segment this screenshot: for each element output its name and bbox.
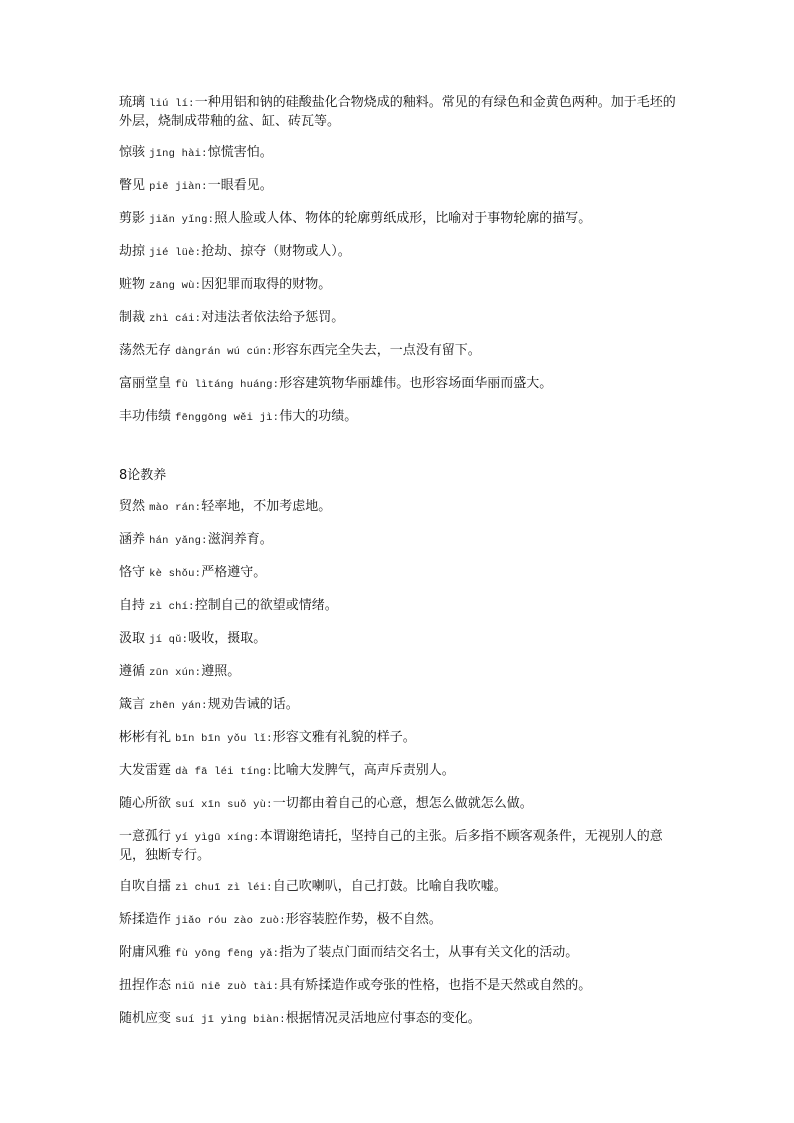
- vocabulary-entry: [119, 696, 679, 715]
- entry-word: 涵养: [119, 532, 146, 547]
- entry-separator: :: [194, 313, 202, 325]
- vocabulary-entry: [119, 144, 679, 163]
- vocabulary-entry: [119, 531, 679, 550]
- vocabulary-entry: [119, 630, 679, 649]
- vocabulary-entry: [119, 911, 679, 930]
- entry-pinyin: kè shǒu: [149, 568, 195, 580]
- entry-pinyin: jié lüè: [149, 247, 195, 259]
- entry-word: 一意孤行: [119, 829, 172, 844]
- entry-separator: :: [194, 568, 202, 580]
- entry-word: 贸然: [119, 499, 146, 514]
- entry-word: 扭捏作态: [119, 978, 172, 993]
- entry-definition: 本谓谢绝请托，坚持自己的主张。后多指不顾客观条件，无视别人的意见，独断专行。: [119, 829, 663, 863]
- entry-pinyin: jí qǔ: [149, 634, 182, 646]
- vocabulary-entry: [119, 564, 679, 583]
- entry-pinyin: niǔ niē zuò tài: [175, 981, 273, 993]
- entry-separator: :: [201, 181, 208, 193]
- entry-separator: :: [266, 346, 273, 358]
- entry-pinyin: bīn bīn yǒu lǐ: [175, 733, 267, 745]
- entry-separator: :: [279, 1014, 286, 1026]
- entry-pinyin: fēnggōng wěi jì: [175, 412, 273, 424]
- entry-pinyin: zāng wù: [149, 280, 195, 292]
- entry-separator: :: [272, 948, 280, 960]
- entry-definition: 惊慌害怕。: [207, 145, 273, 160]
- entry-separator: :: [194, 502, 202, 514]
- entry-separator: :: [279, 915, 286, 927]
- entry-word: 赃物: [119, 277, 146, 292]
- entry-definition: 自己吹喇叭，自己打鼓。比喻自我吹嘘。: [272, 879, 507, 894]
- entry-separator: :: [207, 214, 215, 226]
- entry-word: 剪影: [119, 211, 146, 226]
- vocabulary-entry: [119, 498, 679, 517]
- entry-definition: 吸收，摄取。: [188, 631, 267, 646]
- vocabulary-entry: [119, 342, 679, 361]
- vocabulary-entry: [119, 663, 679, 682]
- entry-word: 丰功伟绩: [119, 409, 172, 424]
- entry-definition: 遵照。: [201, 664, 241, 679]
- vocabulary-entry: [119, 795, 679, 814]
- vocabulary-entry: [119, 878, 679, 897]
- entry-separator: :: [194, 667, 202, 679]
- entry-word: 矫揉造作: [119, 912, 172, 927]
- entry-separator: :: [266, 766, 273, 778]
- entry-word: 随心所欲: [119, 796, 172, 811]
- vocabulary-entry: [119, 828, 679, 864]
- entry-definition: 形容文雅有礼貌的样子。: [272, 730, 416, 745]
- entry-separator: :: [201, 700, 208, 712]
- entry-pinyin: jiǎn yǐng: [149, 214, 208, 226]
- entry-definition: 抢劫、掠夺（财物或人）。: [201, 244, 351, 259]
- entry-separator: :: [266, 733, 273, 745]
- vocabulary-entry: [119, 762, 679, 781]
- entry-definition: 形容装腔作势，极不自然。: [285, 912, 442, 927]
- entry-separator: :: [181, 634, 189, 646]
- entry-word: 自吹自擂: [119, 879, 172, 894]
- entry-pinyin: zhēn yán: [149, 700, 202, 712]
- entry-separator: :: [188, 98, 195, 110]
- entry-word: 劫掠: [119, 244, 146, 259]
- entry-pinyin: mào rán: [149, 502, 195, 514]
- document-page: [119, 94, 679, 1043]
- entry-definition: 形容建筑物华丽雄伟。也形容场面华丽而盛大。: [279, 376, 553, 391]
- entry-pinyin: hán yǎng: [149, 535, 202, 547]
- entry-word: 制裁: [119, 310, 146, 325]
- entry-word: 恪守: [119, 565, 146, 580]
- entry-definition: 滋润养育。: [207, 532, 273, 547]
- vocabulary-entry: [119, 177, 679, 196]
- entry-pinyin: liú lí: [149, 98, 189, 110]
- entry-word: 大发雷霆: [119, 763, 172, 778]
- vocabulary-entry: [119, 977, 679, 996]
- entry-definition: 指为了装点门面而结交名士，从事有关文化的活动。: [279, 945, 579, 960]
- entry-pinyin: jiǎo róu zào zuò: [175, 915, 280, 927]
- entry-definition: 严格遵守。: [201, 565, 267, 580]
- entry-separator: :: [272, 981, 280, 993]
- entry-definition: 规劝告诫的话。: [207, 697, 299, 712]
- entry-definition: 一切都由着自己的心意，想怎么做就怎么做。: [272, 796, 533, 811]
- entry-word: 自持: [119, 598, 146, 613]
- section-spacer: [119, 441, 679, 467]
- entry-pinyin: fù lìtáng huáng: [175, 379, 273, 391]
- entry-pinyin: zì chuī zì léi: [175, 882, 267, 894]
- entry-separator: :: [266, 799, 273, 811]
- vocabulary-list: [119, 498, 679, 1029]
- entry-definition: 控制自己的欲望或情绪。: [194, 598, 338, 613]
- entry-definition: 一眼看见。: [207, 178, 273, 193]
- entry-pinyin: jīng hài: [149, 148, 202, 160]
- entry-pinyin: suí jī yìng biàn: [175, 1014, 280, 1026]
- entry-definition: 伟大的功绩。: [279, 409, 358, 424]
- entry-separator: :: [194, 280, 202, 292]
- vocabulary-entry: [119, 408, 679, 427]
- entry-word: 荡然无存: [119, 343, 172, 358]
- entry-separator: :: [272, 379, 280, 391]
- entry-separator: :: [188, 601, 195, 613]
- entry-definition: 照人脸或人体、物体的轮廓剪纸成形，比喻对于事物轮廓的描写。: [214, 211, 592, 226]
- entry-definition: 比喻大发脾气，高声斥责别人。: [272, 763, 455, 778]
- section-heading: 8论教养: [119, 468, 167, 483]
- entry-word: 瞥见: [119, 178, 146, 193]
- entry-pinyin: piē jiàn: [149, 181, 202, 193]
- vocabulary-entry: [119, 375, 679, 394]
- vocabulary-entry: [119, 94, 679, 130]
- entry-separator: :: [194, 247, 202, 259]
- entry-pinyin: fù yōng fēng yǎ: [175, 948, 273, 960]
- entry-definition: 轻率地，不加考虑地。: [201, 499, 332, 514]
- entry-separator: :: [201, 148, 208, 160]
- vocabulary-entry: [119, 944, 679, 963]
- vocabulary-entry: [119, 1010, 679, 1029]
- vocabulary-entry: [119, 309, 679, 328]
- vocabulary-list: [119, 94, 679, 427]
- entry-word: 附庸风雅: [119, 945, 172, 960]
- vocabulary-entry: [119, 729, 679, 748]
- entry-word: 彬彬有礼: [119, 730, 172, 745]
- entry-definition: 对违法者依法给予惩罚。: [201, 310, 345, 325]
- entry-word: 惊骇: [119, 145, 146, 160]
- entry-separator: :: [253, 832, 260, 844]
- entry-definition: 形容东西完全失去，一点没有留下。: [272, 343, 481, 358]
- entry-word: 汲取: [119, 631, 146, 646]
- entry-word: 富丽堂皇: [119, 376, 172, 391]
- entry-word: 琉璃: [119, 95, 146, 110]
- entry-word: 箴言: [119, 697, 146, 712]
- entry-definition: 因犯罪而取得的财物。: [201, 277, 332, 292]
- entry-pinyin: zūn xún: [149, 667, 195, 679]
- vocabulary-entry: [119, 276, 679, 295]
- entry-pinyin: dàngrán wú cún: [175, 346, 267, 358]
- entry-pinyin: yí yìgū xíng: [175, 832, 254, 844]
- entry-definition: 具有矫揉造作或夸张的性格，也指不是天然或自然的。: [279, 978, 592, 993]
- entry-pinyin: zhì cái: [149, 313, 195, 325]
- entry-word: 随机应变: [119, 1011, 172, 1026]
- vocabulary-entry: [119, 243, 679, 262]
- entry-separator: :: [272, 412, 280, 424]
- entry-pinyin: suí xīn suǒ yù: [175, 799, 267, 811]
- vocabulary-entry: [119, 210, 679, 229]
- vocabulary-entry: [119, 597, 679, 616]
- entry-definition: 一种用铝和钠的硅酸盐化合物烧成的釉料。常见的有绿色和金黄色两种。加于毛坯的外层，烧制成带釉的盆、缸、砖瓦等。: [119, 95, 676, 129]
- entry-pinyin: zì chí: [149, 601, 189, 613]
- entry-definition: 根据情况灵活地应付事态的变化。: [285, 1011, 481, 1026]
- entry-separator: :: [201, 535, 208, 547]
- entry-word: 遵循: [119, 664, 146, 679]
- entry-pinyin: dà fā léi tíng: [175, 766, 267, 778]
- entry-separator: :: [266, 882, 273, 894]
